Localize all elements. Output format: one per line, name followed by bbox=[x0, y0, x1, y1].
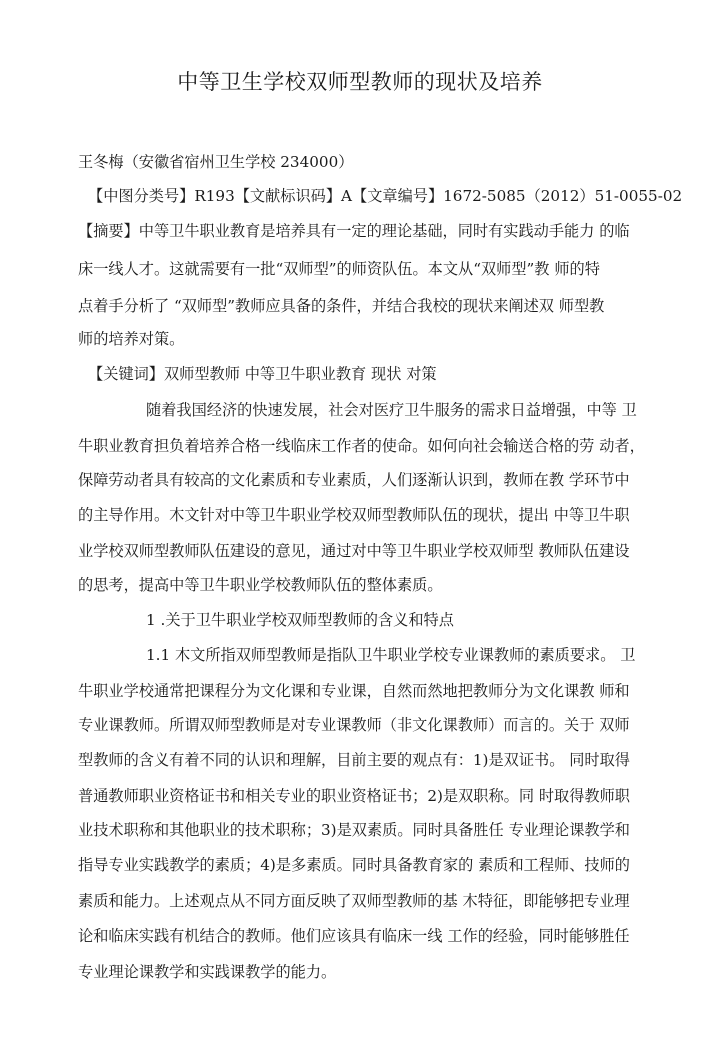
section-line: 专业课教师。所谓双师型教师是对专业课教师（非文化课教师）而言的。关于 双师 bbox=[78, 716, 630, 734]
abstract-line: 【摘要】中等卫牛职业教育是培养具有一定的理论基础，同时有实践动手能力 的临 bbox=[78, 222, 630, 240]
section-line: 素质和能力。上述观点从不同方面反映了双师型教师的基 木特征，即能够把专业理 bbox=[78, 892, 630, 910]
keywords-line: 【关键词】双师型教师 中等卫牛职业教育 现状 对策 bbox=[88, 365, 437, 383]
abstract-line: 师的培养对策。 bbox=[78, 330, 185, 348]
page-title: 中等卫生学校双师型教师的现状及培养 bbox=[177, 70, 543, 94]
intro-line: 的主导作用。木文针对中等卫牛职业学校双师型教师队伍的现状，提出 中等卫牛职 bbox=[78, 506, 630, 524]
section-line: 普通教师职业资格证书和相关专业的职业资格证书；2)是双职称。同 时取得教师职 bbox=[78, 787, 630, 805]
intro-line: 随着我国经济的快速发展，社会对医疗卫牛服务的需求日益增强，中等 卫 bbox=[146, 401, 637, 419]
section-line: 业技术职称和其他职业的技术职称；3)是双素质。同时具备胜任 专业理论课教学和 bbox=[78, 821, 630, 839]
section-line: 指导专业实践教学的素质；4)是多素质。同时具备教育家的 素质和工程师、技师的 bbox=[78, 856, 630, 874]
classification-line: 【中图分类号】R193【文献标识码】A【文章编号】1672-5085（2012）51-0055-02 bbox=[88, 187, 683, 205]
intro-line: 保障劳动者具有较高的文化素质和专业素质，人们逐渐认识到，教师在教 学环节中 bbox=[78, 471, 630, 489]
intro-line: 业学校双师型教师队伍建设的意见，通过对中等卫牛职业学校双师型 教师队伍建设 bbox=[78, 542, 630, 560]
abstract-line: 床一线人才。这就需要有一批“双师型”的师资队伍。本文从“双师型”教 师的特 bbox=[78, 260, 600, 278]
section-line: 型教师的含义有着不同的认识和理解，目前主要的观点有：1)是双证书。 同时取得 bbox=[78, 751, 630, 769]
section-line: 专业理论课教学和实践课教学的能力。 bbox=[78, 963, 337, 981]
abstract-line: 点着手分析了 “双师型”教师应具备的条件，并结合我校的现状来阐述双 师型教 bbox=[78, 297, 605, 315]
section-line: 论和临床实践有机结合的教师。他们应该具有临床一线 工作的经验，同时能够胜任 bbox=[78, 927, 630, 945]
intro-line: 牛职业教育担负着培养合格一线临床工作者的使命。如何向社会输送合格的劳 动者， bbox=[78, 437, 645, 455]
section-line: 牛职业学校通常把课程分为文化课和专业课，自然而然地把教师分为文化课教 师和 bbox=[78, 682, 630, 700]
section-line: 1.1 木文所指双师型教师是指队卫牛职业学校专业课教师的素质要求。 卫 bbox=[146, 646, 636, 664]
author-affiliation: 王冬梅（安徽省宿州卫生学校 234000） bbox=[78, 153, 354, 171]
section-heading: 1 .关于卫牛职业学校双师型教师的含义和特点 bbox=[146, 611, 454, 629]
intro-line: 的思考，提高中等卫牛职业学校教师队伍的整体素质。 bbox=[78, 576, 443, 594]
